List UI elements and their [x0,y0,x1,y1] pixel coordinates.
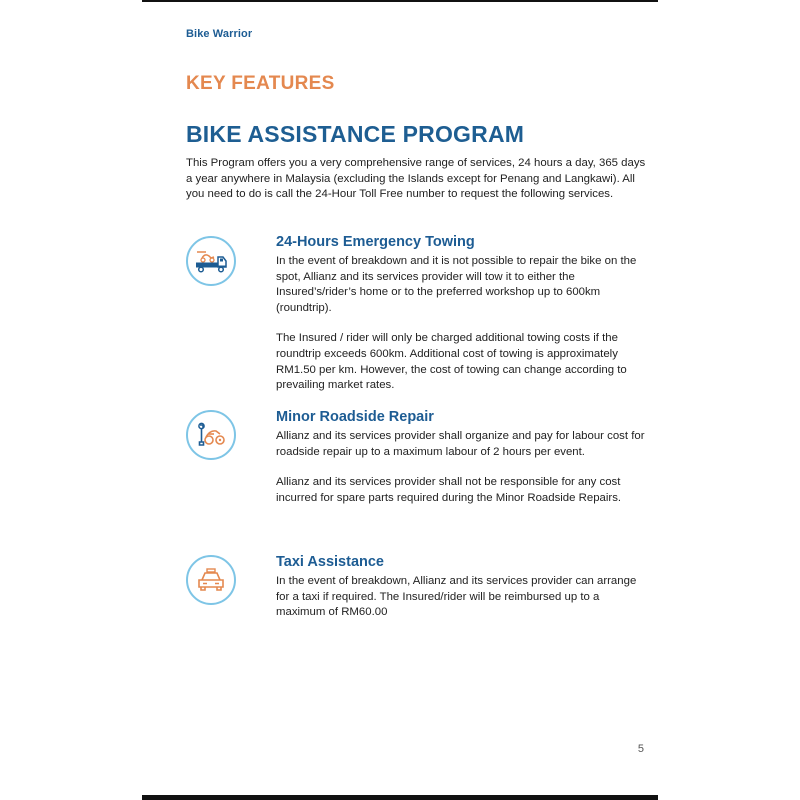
feature-taxi-assistance [276,553,646,636]
feature-roadside-repair [276,408,646,521]
section-kicker: KEY FEATURES [186,73,335,94]
feature-paragraph: Allianz and its services provider shall not be responsible for any cost incurred for spare parts required during the Minor Roadside Repairs. [276,476,622,504]
tow-truck-icon [186,236,236,286]
feature-paragraph: The Insured / rider will only be charged additional towing costs if the roundtrip exceeds 600km. Additional cost of towing is approximately RM1.50 per km. However, the cost of towing can change according to prevailing market rates. [276,332,627,392]
brochure-page [142,2,658,795]
feature-title: Minor Roadside Repair [276,409,434,425]
feature-paragraph: In the event of breakdown and it is not possible to repair the bike on the spot, Allianz and its services provider will tow it to either the Insured’s/rider’s home or to the preferred workshop up to 600km (roundtrip). [276,255,637,314]
feature-title: Taxi Assistance [276,554,384,570]
page-title: BIKE ASSISTANCE PROGRAM [186,121,525,147]
brand-header: Bike Warrior [186,28,253,40]
feature-paragraph: Allianz and its services provider shall organize and pay for labour cost for roadside repair up to a maximum labour of 2 hours per event. [276,430,645,458]
intro-paragraph: This Program offers you a very comprehensive range of services, 24 hours a day, 365 days a year anywhere in Malaysia (excluding the Islands except for Penang and Langkawi). All you need to do is call the 24-Hour Toll Free number to request the following services. [186,157,646,201]
taxi-icon [186,555,236,605]
feature-paragraph: In the event of breakdown, Allianz and its services provider can arrange for a taxi if required. The Insured/rider will be reimbursed up to a maximum of RM60.00 [276,575,637,619]
motorcycle-repair-icon [186,410,236,460]
page-number: 5 [637,743,644,755]
feature-emergency-towing [276,233,646,409]
bottom-edge [142,795,658,800]
feature-title: 24-Hours Emergency Towing [276,234,475,250]
